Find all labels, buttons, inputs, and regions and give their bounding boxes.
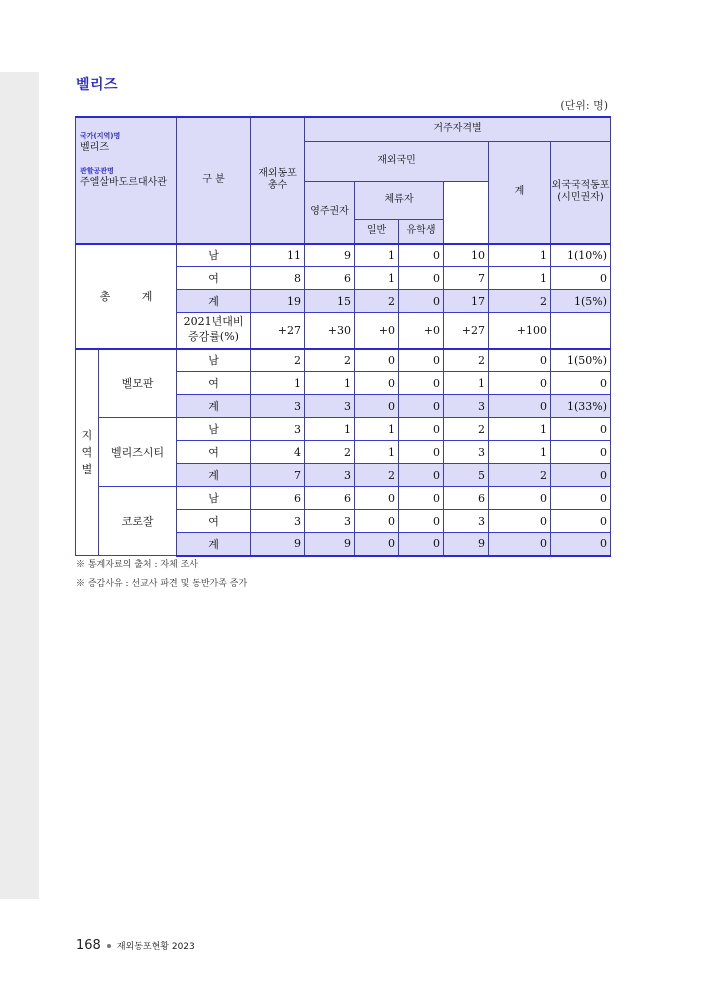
table-row: 여 8 6 1 0 7 1 0 [76,267,611,290]
region-group-label: 지 역 별 [76,349,99,556]
header-nationals: 재외국민 [305,141,489,181]
region-name: 벨모판 [99,349,177,418]
header-info-cell [76,117,177,244]
statistics-table [75,116,611,557]
change-rate-row: 2021년대비 증감률(%) +27 +30 +0 +0 +27 +100 [76,313,611,349]
unit-label: (단위: 명) [560,99,608,112]
table-row: 계 7 3 2 0 5 2 0 [76,464,611,487]
table-row: 지 역 별 벨모판 남 2 2 0 0 2 0 1(50%) [76,349,611,372]
table-row: 계 19 15 2 0 17 2 1(5%) [76,290,611,313]
table-row: 계 9 9 0 0 9 0 0 [76,533,611,556]
country-name: 벨리즈 [80,142,109,154]
header-foreign: 외국국적동포 (시민권자) [551,141,611,244]
table-row: 여 4 2 1 0 3 1 0 [76,441,611,464]
side-margin-band [0,72,39,899]
header-general: 일반 [355,220,399,244]
bullet-dot-icon [107,944,111,948]
page-title: 벨리즈 [76,77,119,93]
table-row: 코로잘 남 6 6 0 0 6 0 0 [76,487,611,510]
table-row: 총 계 남 11 9 1 0 10 1 1(10%) [76,244,611,267]
region-name: 벨리즈시티 [99,418,177,487]
page-number: 168 [76,938,101,953]
table-row: 벨리즈시티 남 3 1 1 0 2 1 0 [76,418,611,441]
table-row: 여 3 3 0 0 3 0 0 [76,510,611,533]
publication-title: 재외동포현황 2023 [116,942,195,952]
header-category: 구 분 [177,117,251,244]
header-sojourner: 체류자 [355,181,444,219]
mission-name: 주엘살바도르대사관 [80,177,167,189]
header-permanent: 영주권자 [305,181,355,243]
total-group-label: 총 계 [76,244,177,349]
footnotes [76,556,247,594]
country-label: 국가(지역)명 [80,132,121,140]
footnote-source: ※ 통계자료의 출처 : 자체 조사 [76,560,198,570]
header-subtotal: 계 [489,141,551,244]
header-total: 재외동포 총수 [251,117,305,244]
header-student: 유학생 [399,220,444,244]
region-name: 코로잘 [99,487,177,556]
mission-label: 관할공관명 [80,167,114,176]
page-footer [76,938,195,953]
footnote-reason: ※ 증감사유 : 선교사 파견 및 동반가족 증가 [76,579,248,589]
change-rate-label: 2021년대비 증감률(%) [177,313,251,349]
table-row: 계 3 3 0 0 3 0 1(33%) [76,395,611,418]
table-row: 여 1 1 0 0 1 0 0 [76,372,611,395]
header-residence-status: 거주자격별 [305,117,611,141]
